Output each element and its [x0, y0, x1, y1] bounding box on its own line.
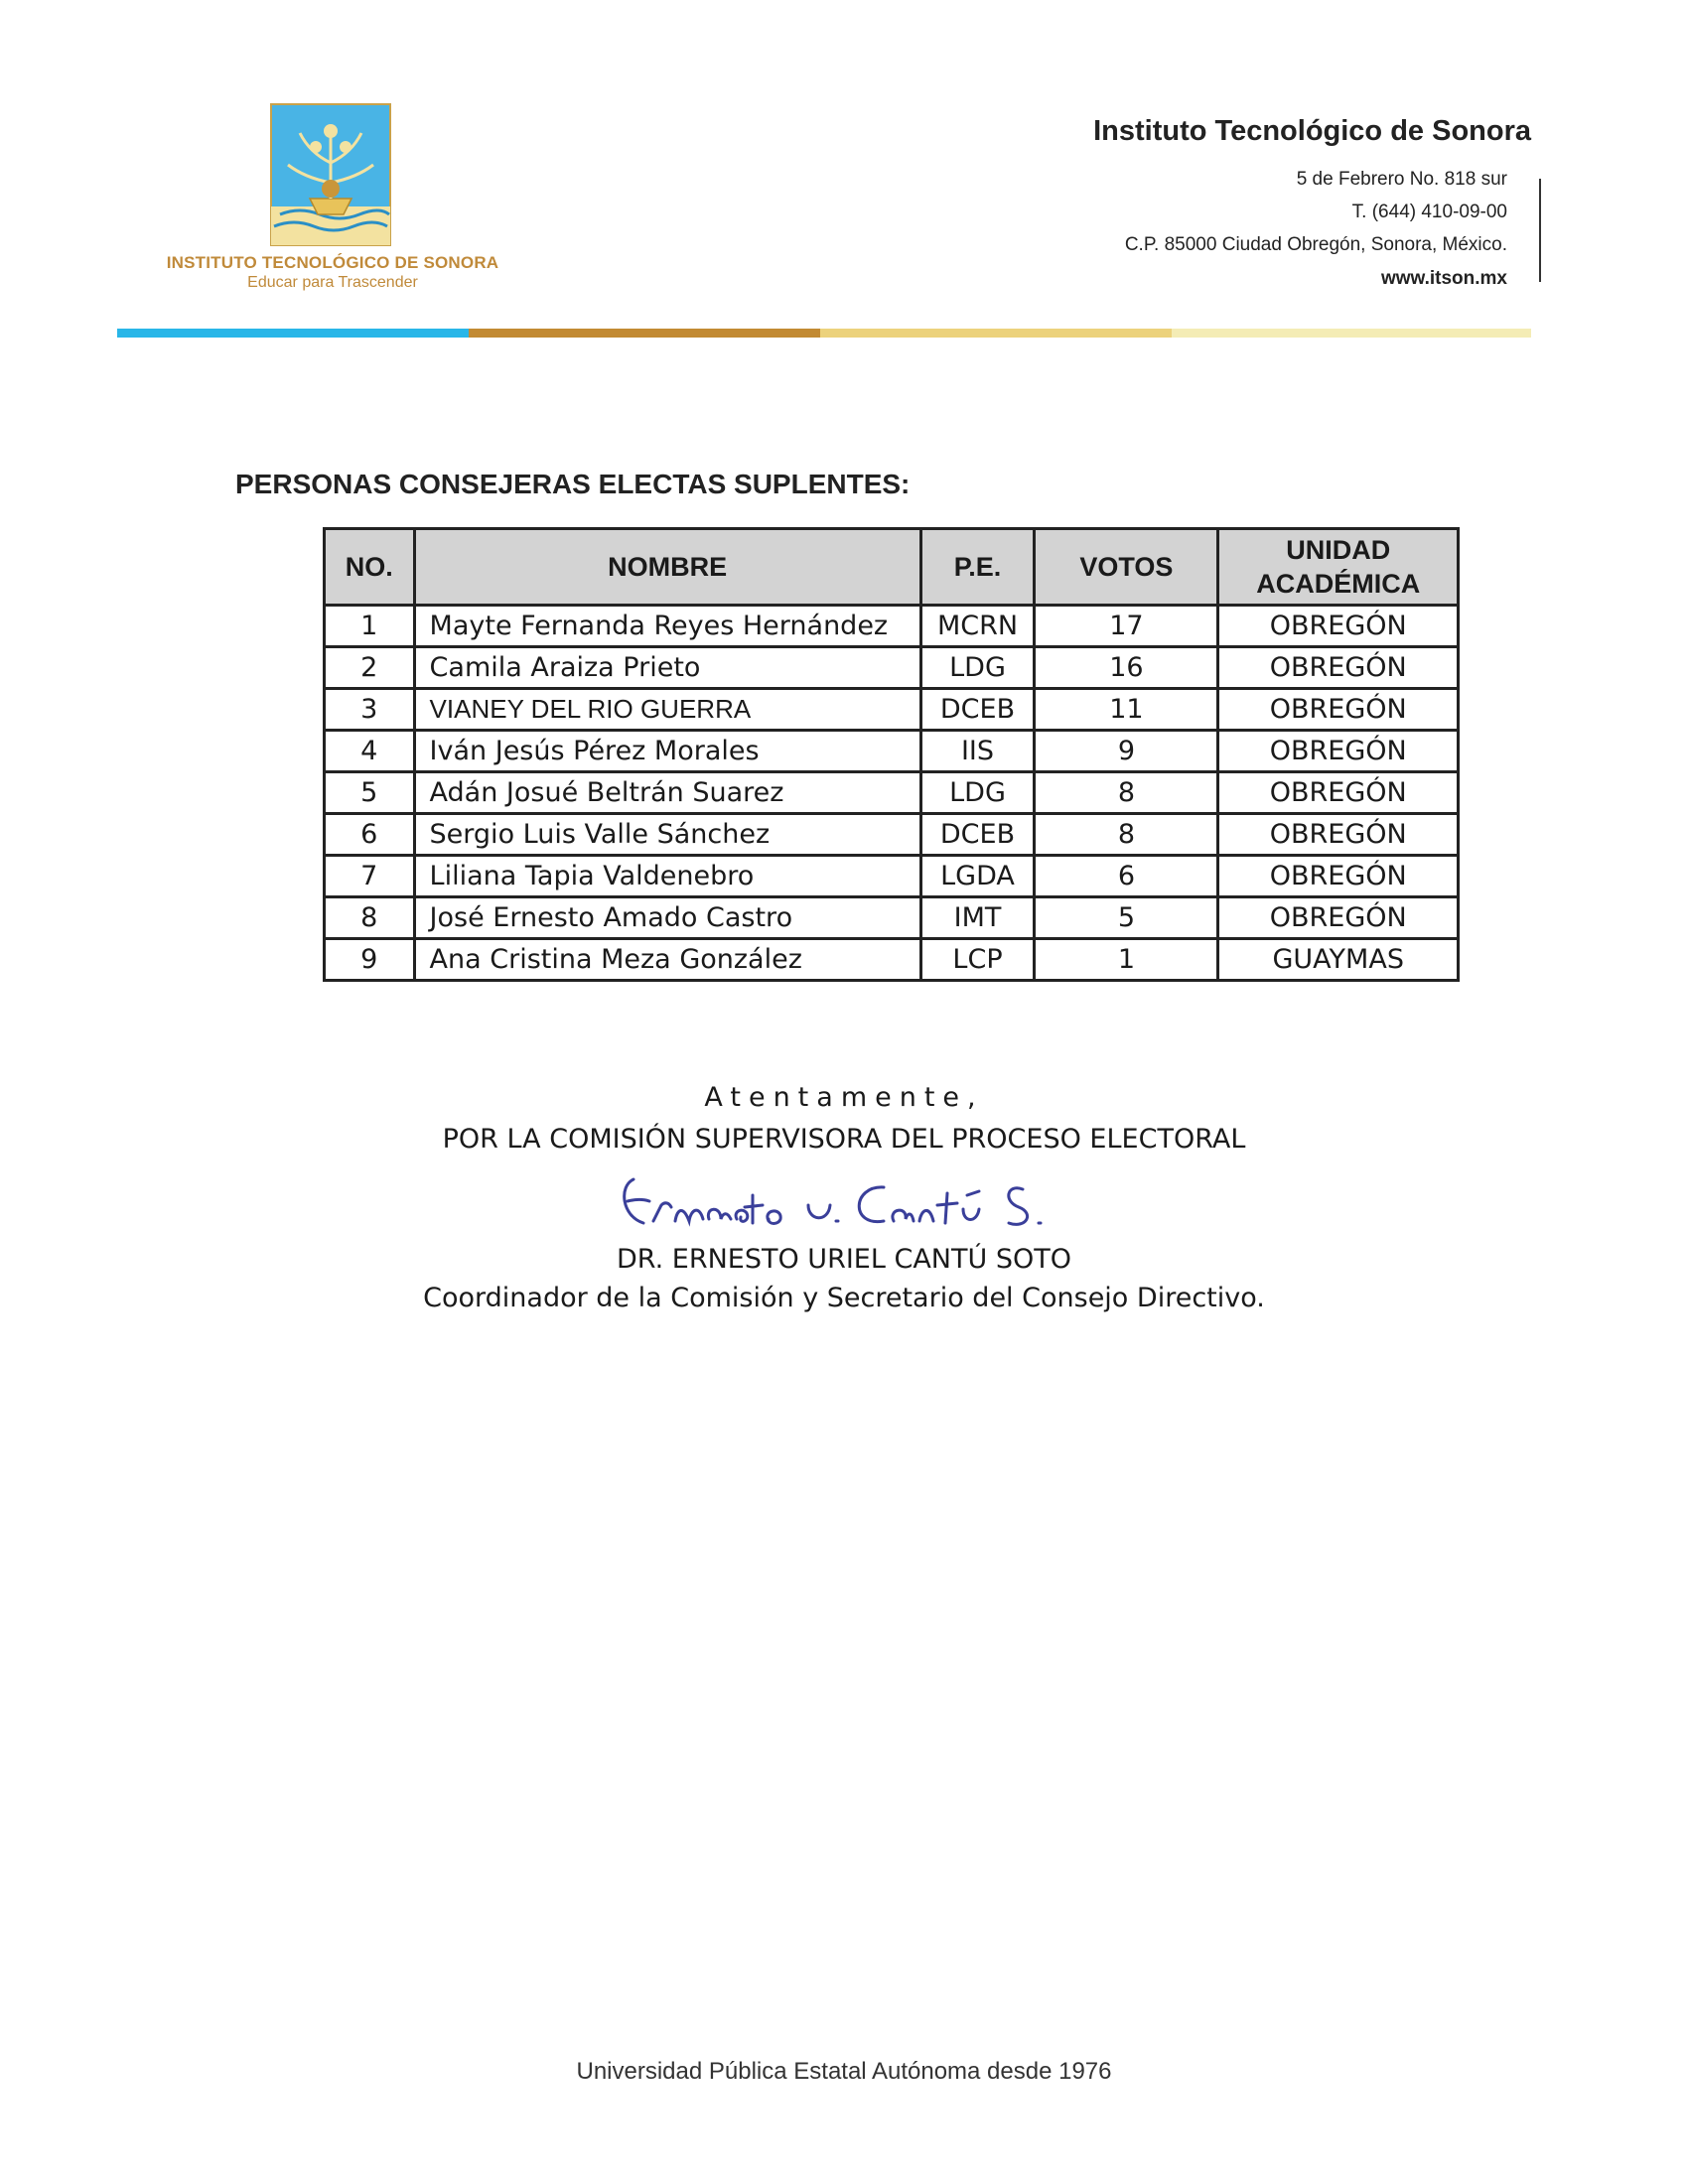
cell-votos: 8: [1035, 772, 1218, 814]
header-unidad-line1: UNIDAD: [1286, 535, 1391, 565]
cell-nombre: Sergio Luis Valle Sánchez: [414, 814, 920, 856]
cell-no: 9: [325, 939, 415, 981]
signer-role: Coordinador de la Comisión y Secretario del Consejo Directivo.: [423, 1283, 1265, 1313]
stripe-segment-1: [117, 329, 469, 338]
cell-votos: 8: [1035, 814, 1218, 856]
logo-institution-name: INSTITUTO TECNOLÓGICO DE SONORA: [166, 253, 499, 272]
footer-text: Universidad Pública Estatal Autónoma desde 1976: [576, 2058, 1112, 2085]
cell-nombre: José Ernesto Amado Castro: [414, 897, 920, 939]
stripe-segment-4: [1172, 329, 1531, 338]
cell-nombre: Ana Cristina Meza González: [414, 939, 920, 981]
cell-unidad: OBREGÓN: [1218, 606, 1459, 647]
cell-nombre: Adán Josué Beltrán Suarez: [414, 772, 920, 814]
header-pe: P.E.: [920, 529, 1035, 606]
cell-votos: 1: [1035, 939, 1218, 981]
signer-name: DR. ERNESTO URIEL CANTÚ SOTO: [617, 1244, 1071, 1275]
cell-votos: 11: [1035, 689, 1218, 731]
results-table: [323, 527, 1460, 982]
table-row: [325, 689, 1459, 731]
cell-votos: 6: [1035, 856, 1218, 897]
table-header-row: [325, 529, 1459, 606]
cell-unidad: GUAYMAS: [1218, 939, 1459, 981]
cell-votos: 16: [1035, 647, 1218, 689]
cell-unidad: OBREGÓN: [1218, 814, 1459, 856]
cell-unidad: OBREGÓN: [1218, 897, 1459, 939]
cell-nombre: VIANEY DEL RIO GUERRA: [414, 689, 920, 731]
header-no: NO.: [325, 529, 415, 606]
cell-unidad: OBREGÓN: [1218, 647, 1459, 689]
cell-nombre: Camila Araiza Prieto: [414, 647, 920, 689]
cell-pe: MCRN: [920, 606, 1035, 647]
table-row: [325, 939, 1459, 981]
cell-unidad: OBREGÓN: [1218, 731, 1459, 772]
table-row: [325, 856, 1459, 897]
cell-no: 4: [325, 731, 415, 772]
cell-nombre: Iván Jesús Pérez Morales: [414, 731, 920, 772]
handwritten-signature: [614, 1161, 1070, 1241]
cell-unidad: OBREGÓN: [1218, 856, 1459, 897]
closing-commission: POR LA COMISIÓN SUPERVISORA DEL PROCESO ELECTORAL: [442, 1124, 1246, 1155]
logo-slogan: Educar para Trascender: [247, 274, 418, 291]
header-nombre: NOMBRE: [414, 529, 920, 606]
address-city: C.P. 85000 Ciudad Obregón, Sonora, México.: [1124, 234, 1507, 255]
cell-votos: 9: [1035, 731, 1218, 772]
cell-votos: 17: [1035, 606, 1218, 647]
cell-pe: LCP: [920, 939, 1035, 981]
cell-pe: LGDA: [920, 856, 1035, 897]
table-row: [325, 897, 1459, 939]
closing-salutation: Atentamente,: [704, 1082, 984, 1113]
cell-pe: LDG: [920, 772, 1035, 814]
cell-no: 3: [325, 689, 415, 731]
cell-nombre: Liliana Tapia Valdenebro: [414, 856, 920, 897]
cell-no: 8: [325, 897, 415, 939]
institution-logo: [270, 103, 391, 246]
table-row: [325, 647, 1459, 689]
cell-unidad: OBREGÓN: [1218, 772, 1459, 814]
cell-votos: 5: [1035, 897, 1218, 939]
table-row: [325, 772, 1459, 814]
cell-no: 5: [325, 772, 415, 814]
stripe-segment-2: [469, 329, 820, 338]
stripe-segment-3: [820, 329, 1172, 338]
address-street: 5 de Febrero No. 818 sur: [1296, 169, 1507, 190]
address-phone: T. (644) 410-09-00: [1351, 202, 1507, 222]
table-row: [325, 606, 1459, 647]
header-unidad-line2: ACADÉMICA: [1256, 569, 1421, 599]
header-divider: [1539, 179, 1541, 282]
cell-no: 1: [325, 606, 415, 647]
section-title: PERSONAS CONSEJERAS ELECTAS SUPLENTES:: [235, 469, 911, 499]
cell-no: 7: [325, 856, 415, 897]
cell-pe: DCEB: [920, 814, 1035, 856]
header-votos: VOTOS: [1035, 529, 1218, 606]
institution-title: Instituto Tecnológico de Sonora: [1093, 115, 1531, 147]
cell-pe: LDG: [920, 647, 1035, 689]
cell-no: 2: [325, 647, 415, 689]
cell-pe: DCEB: [920, 689, 1035, 731]
header-unidad: [1218, 529, 1459, 606]
cell-no: 6: [325, 814, 415, 856]
table-row: [325, 814, 1459, 856]
cell-unidad: OBREGÓN: [1218, 689, 1459, 731]
table-row: [325, 731, 1459, 772]
website-link[interactable]: www.itson.mx: [1380, 268, 1507, 289]
cell-nombre: Mayte Fernanda Reyes Hernández: [414, 606, 920, 647]
cell-pe: IIS: [920, 731, 1035, 772]
cell-pe: IMT: [920, 897, 1035, 939]
